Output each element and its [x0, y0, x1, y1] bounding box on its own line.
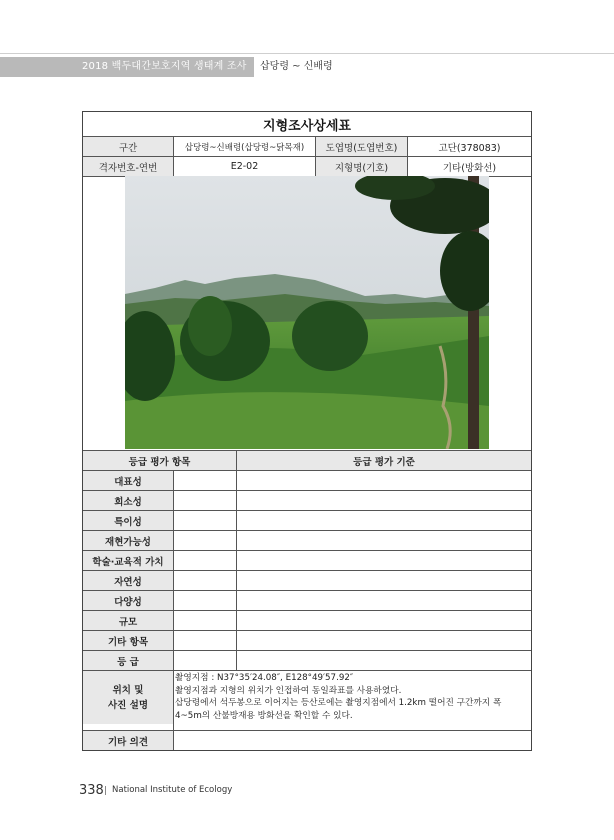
divider: [173, 136, 174, 177]
divider: [407, 136, 408, 177]
eval-item-label: 재현가능성: [83, 531, 173, 550]
divider: [173, 471, 174, 671]
location-line: 촬영지점과 지형의 위치가 인접하여 동일좌표를 사용하였다.: [175, 685, 402, 696]
eval-criteria-cell: [237, 511, 531, 530]
other-value: [174, 731, 531, 750]
location-label-line2: 사진 설명: [107, 699, 148, 711]
eval-criteria-cell: [237, 631, 531, 650]
header-report-title: 2018 백두대간보호지역 생태계 조사: [82, 61, 247, 72]
eval-grade-cell: [174, 631, 236, 650]
eval-item-label: 규모: [83, 611, 173, 630]
location-description: [175, 672, 529, 722]
eval-criteria-cell: [237, 491, 531, 510]
eval-criteria-cell: [237, 611, 531, 630]
eval-criteria-header: 등급 평가 기준: [237, 451, 531, 470]
landscape-photo: [125, 176, 489, 449]
value-section: 삽당령~신배령(삽당령~닭목재): [184, 142, 305, 153]
eval-grade-cell: [174, 591, 236, 610]
divider: [236, 451, 237, 671]
eval-item-label: 대표성: [83, 471, 173, 490]
value-grid-number: E2-02: [230, 161, 259, 172]
page-number: 338: [79, 783, 104, 798]
publisher-name: National Institute of Ecology: [112, 785, 233, 795]
eval-item-label: 다양성: [83, 591, 173, 610]
eval-criteria-cell: [237, 551, 531, 570]
label-map-sheet: 도엽명(도엽번호): [316, 137, 407, 156]
header-section-title: 삽당령 ~ 신배령: [260, 61, 333, 72]
eval-grade-cell: [174, 651, 236, 670]
footer-separator: [105, 786, 106, 795]
top-rule: [0, 53, 614, 54]
other-label: 기타 의견: [83, 731, 173, 750]
label-section: 구간: [83, 137, 173, 156]
eval-item-label: 등 급: [83, 651, 173, 670]
eval-item-label: 희소성: [83, 491, 173, 510]
value-map-sheet: 고단(378083): [438, 142, 501, 154]
eval-criteria-cell: [237, 471, 531, 490]
eval-item-label: 특이성: [83, 511, 173, 530]
eval-criteria-cell: [237, 531, 531, 550]
eval-item-label: 학술·교육적 가치: [83, 551, 173, 570]
eval-grade-cell: [174, 611, 236, 630]
value-landform-name: 기타(방화선): [442, 162, 497, 174]
divider: [315, 136, 316, 177]
eval-item-label: 기타 항목: [83, 631, 173, 650]
eval-grade-cell: [174, 571, 236, 590]
eval-criteria-cell: [237, 571, 531, 590]
label-grid-number: 격자번호-연번: [83, 157, 173, 176]
location-line: 촬영지점 : N37°35′24.08″, E128°49′57.92″: [175, 673, 354, 683]
eval-grade-cell: [174, 531, 236, 550]
eval-item-header: 등급 평가 항목: [83, 451, 236, 470]
eval-grade-cell: [174, 471, 236, 490]
sheet-title: 지형조사상세표: [263, 118, 351, 134]
label-landform-name: 지형명(기호): [316, 157, 407, 176]
eval-criteria-cell: [237, 591, 531, 610]
location-line: 4~5m의 산불방재용 방화선을 확인할 수 있다.: [175, 710, 353, 721]
location-line: 삽당령에서 석두봉으로 이어지는 등산로에는 촬영지점에서 1.2km 떨어진 구간까지 폭: [175, 698, 502, 709]
eval-grade-cell: [174, 511, 236, 530]
eval-item-label: 자연성: [83, 571, 173, 590]
eval-grade-cell: [174, 491, 236, 510]
eval-criteria-cell: [237, 651, 531, 670]
eval-grade-cell: [174, 551, 236, 570]
divider: [83, 670, 531, 671]
location-label-line1: 위치 및: [112, 684, 144, 696]
location-label: [83, 671, 173, 724]
survey-sheet: [82, 111, 532, 751]
